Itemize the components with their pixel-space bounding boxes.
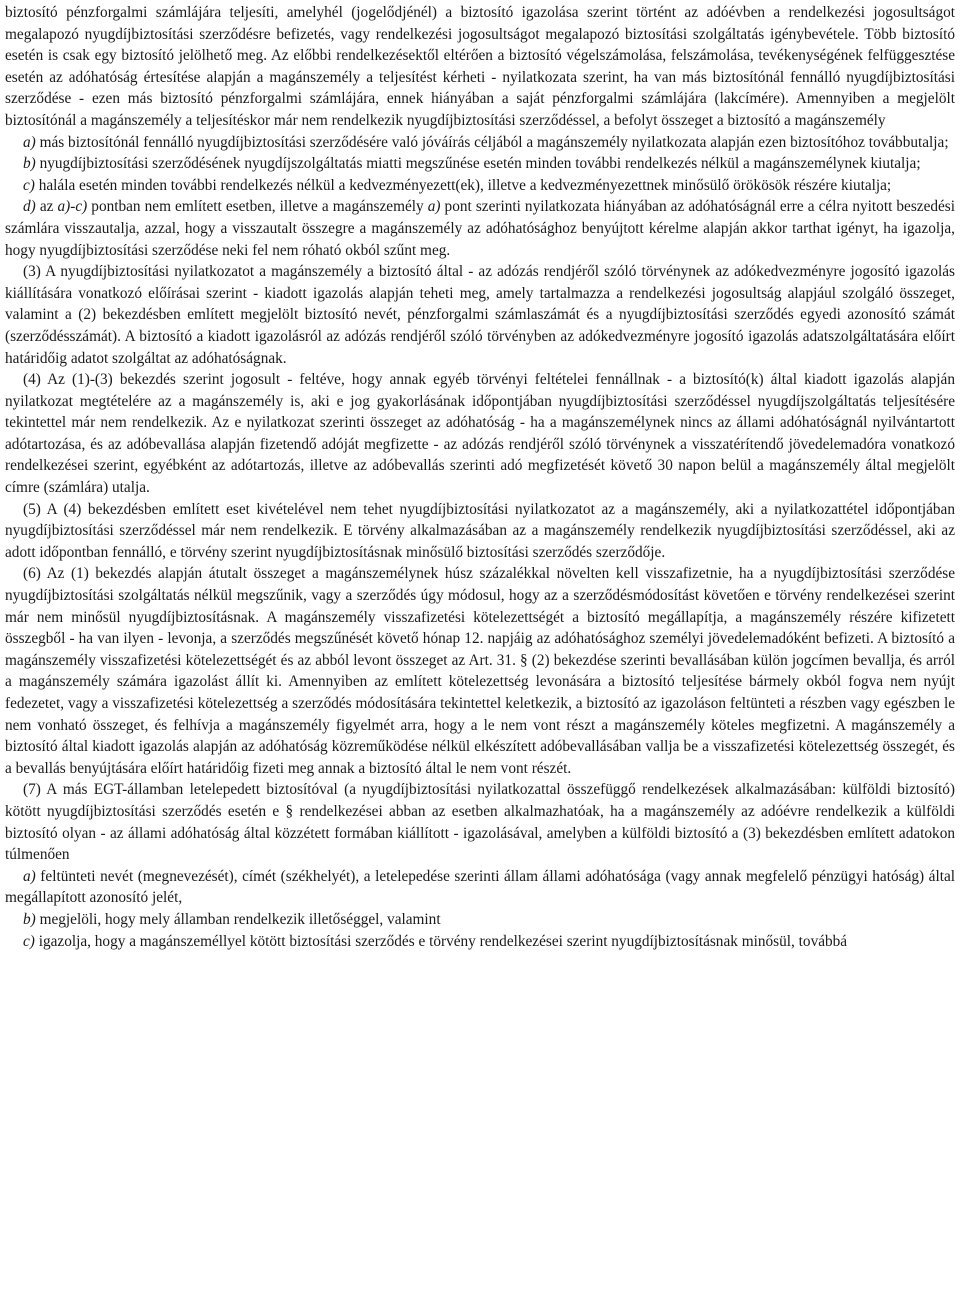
paragraph-text: biztosító pénzforgalmi számlájára teljesíti, amelyhél (jogelődjénél) a biztosító igazolása szerint történt az adóévben a rendelkezési jogosultságot megalapozó nyugdíjbiztosítási szerződésre befizetés, vagy rendelkezési jogosultságot megalapozó biztosítási szolgáltatás igénybevétele. Több biztosító esetén is csak egy biztosító jelölhető meg. Az előbbi rendelkezésektől eltérően a biztosító végelszámolása, felszámolása, tevékenységének felfüggesztése esetén az adóhatóság értesítése alapján a magánszemély a teljesítést kérheti - nyilatkozata szerint, ha van más biztosítónál fennálló nyugdíjbiztosítási szerződése - ezen más biztosító pénzforgalmi számlájára, ennek hiányában a saját pénzforgalmi számlájára (lakcímére). Amennyiben a megjelölt biztosítónál a magánszemély a teljesítéskor már nem rendelkezik nyugdíjbiztosítási szerződéssel, a befolyt összeget a biztosító a magánszemély [5, 4, 955, 129]
document-paragraph-indented [5, 196, 955, 261]
document-paragraph-indented [5, 132, 955, 154]
paragraph-text: halála esetén minden további rendelkezés nélkül a kedvezményezett(ek), illetve a kedvezményezettnek minősülő örökösök részére kiutalja; [34, 176, 892, 194]
document-paragraph-indented [5, 499, 955, 564]
paragraph-text: igazolja, hogy a magánszeméllyel kötött biztosítási szerződés e törvény rendelkezései szerint nyugdíjbiztosításnak minősül, továbbá [34, 932, 848, 950]
paragraph-text: (7) A más EGT-államban letelepedett biztosítóval (a nyugdíjbiztosítási nyilatkozattal összefüggő rendelkezések alkalmazásában: külföldi biztosító) kötött nyugdíjbiztosítási szerződés esetén e § rendelkezései abban az esetben alkalmazhatóak, ha a magánszemély az adóévre rendelkezik a külföldi biztosító olyan - az állami adóhatóság által közzétett formában kiállított - igazolásával, amelyben a külföldi biztosító a (3) bekezdésben említett adatokon túlmenően [5, 781, 955, 864]
document-paragraph-indented [5, 909, 955, 931]
reference-label: a) [23, 867, 36, 885]
reference-label: a) [427, 198, 441, 216]
reference-label: c) [23, 176, 35, 194]
reference-label: d) [23, 198, 36, 216]
paragraph-text: nyugdíjbiztosítási szerződésének nyugdíjszolgáltatás miatti megszűnése esetén minden további rendelkezés nélkül a magánszemélynek kiutalja; [35, 155, 921, 173]
paragraph-text: más biztosítónál fennálló nyugdíjbiztosítási szerződésére való jóváírás céljából a magánszemély nyilatkozata alapján ezen biztosítóhoz továbbutalja; [35, 133, 949, 151]
reference-label: a) [23, 133, 36, 151]
document-paragraph-indented [5, 779, 955, 865]
paragraph-text: pont szerinti nyilatkozata hiányában az adóhatóságnál erre a célra nyitott beszedési számlára visszautalja, azzal, hogy a visszautalt összegre a magánszemély az adóhatósághoz benyújtott kérelme alapján akkor tarthat igényt, ha igazolja, hogy nyugdíjbiztosítási szerződése neki fel nem róható okból szűnt meg. [5, 198, 955, 259]
paragraph-text: pontban nem említett esetben, illetve a magánszemély [87, 198, 428, 216]
reference-label: b) [23, 155, 36, 173]
reference-label: c) [23, 932, 35, 950]
paragraph-text: feltünteti nevét (megnevezését), címét (székhelyét), a letelepedése szerinti állam állami adóhatósága (vagy annak megfelelő pénzügyi hatóság) által megállapított azonosító jelét, [5, 867, 955, 907]
document-paragraph-indented [5, 153, 955, 175]
document-paragraph-indented [5, 175, 955, 197]
document-paragraph-indented [5, 369, 955, 499]
paragraph-text: megjelöli, hogy mely államban rendelkezik illetőséggel, valamint [35, 910, 441, 928]
paragraph-text: az [35, 198, 58, 216]
paragraph-text: (6) Az (1) bekezdés alapján átutalt összeget a magánszemélynek húsz százalékkal növelten kell visszafizetnie, ha a nyugdíjbiztosítási szerződése nyugdíjbiztosítási szolgáltatás nélkül megszűnik, vagy a szerződés úgy módosul, hogy az a szerződésmódosítást követően e törvény rendelkezései szerint már nem minősül nyugdíjbiztosításnak. A magánszemély visszafizetési kötelezettségét a biztosító megállapítja, a magánszemély részére kifizetett összegből - ha van ilyen - levonja, a szerződés megszűnését követő hónap 12. napjáig az adóhatósághoz személyi jövedelemadóként befizeti. A biztosító a magánszemély visszafizetési kötelezettségét és az abból levont összeget az Art. 31. § (2) bekezdése szerinti bevallásában külön jogcímen bevallja, és arról a magánszemély számára igazolást állít ki. Amennyiben az említett kötelezettség levonására a biztosító teljesítése bármely okból fogva nem nyújt fedezetet, vagy a visszafizetési kötelezettség a szerződés módosítására tekintettel keletkezik, a biztosító az igazoláson feltünteti a részben vagy egészben le nem vonható összeget, és felhívja a magánszemély figyelmét arra, hogy a le nem vont részt a magánszemély köteles megfizetni. A magánszemély a biztosító által kiadott igazolás alapján az adóhatóság közreműködése nélkül elkészített adóbevallásában vallja be a visszafizetési kötelezettség összegét, és a bevallás benyújtására előírt határidőig fizeti meg annak a biztosító által le nem vont részét. [5, 565, 955, 777]
paragraph-text: (3) A nyugdíjbiztosítási nyilatkozatot a magánszemély a biztosító által - az adózás rendjéről szóló törvénynek az adókedvezményre jogosító igazolás kiállítására vonatkozó előírásai szerint - kiadott igazolás alapján teheti meg, amely tartalmazza a rendelkezési jogosultság alapjául szolgáló összeget, valamint a (2) bekezdésben említett megjelölt biztosító nevét, pénzforgalmi számlaszámát és a nyugdíjbiztosítási szerződés egyedi azonosító számát (szerződésszámát). A biztosító a kiadott igazolásról az adózás rendjéről szóló törvényben az adókedvezményre jogosító igazolás adatszolgáltatására előírt határidőig adatot szolgáltat az adóhatóságnak. [5, 263, 955, 367]
document-paragraph-indented [5, 866, 955, 909]
paragraph-text: (4) Az (1)-(3) bekezdés szerint jogosult - feltéve, hogy annak egyéb törvényi feltételei fennállnak - a biztosító(k) által kiadott igazolás alapján nyilatkozat megtételére az a magánszemély is, aki e jog gyakorlásának időpontjában nyugdíjbiztosítási szerződéssel nyugdíjszolgáltatás teljesítésére tekintettel már nem rendelkezik. Az e nyilatkozat szerinti összeget az adóhatóság - ha a magánszemélynek nincs az állami adóhatóságnál nyilvántartott adótartozása, és az adóbevallása alapján fizetendő adóját megfizette - az adózás rendjéről szóló törvénynek a visszatérítendő jövedelemadóra vonatkozó rendelkezései szerint, egyébként az adótartozás, illetve az adóbevallás szerinti adó megfizetését követő 30 napon belül a magánszemély által megjelölt címre (számlára) utalja. [5, 371, 955, 497]
reference-label: b) [23, 910, 36, 928]
document-paragraph [5, 2, 955, 132]
document-paragraph-indented [5, 563, 955, 779]
document-paragraph-indented [5, 931, 955, 953]
paragraph-text: (5) A (4) bekezdésben említett eset kivételével nem tehet nyugdíjbiztosítási nyilatkozatot az a magánszemély, aki a nyilatkozattétel időpontjában nyugdíjbiztosítási szerződéssel már nem rendelkezik. E törvény alkalmazásában az a magánszemély rendelkezik nyugdíjbiztosítási szerződéssel, aki az adott időpontban fennálló, e törvény szerint nyugdíjbiztosításnak minősülő biztosítási szerződés szerződője. [5, 500, 955, 561]
reference-label: a)-c) [57, 198, 88, 216]
document-paragraph-indented [5, 261, 955, 369]
